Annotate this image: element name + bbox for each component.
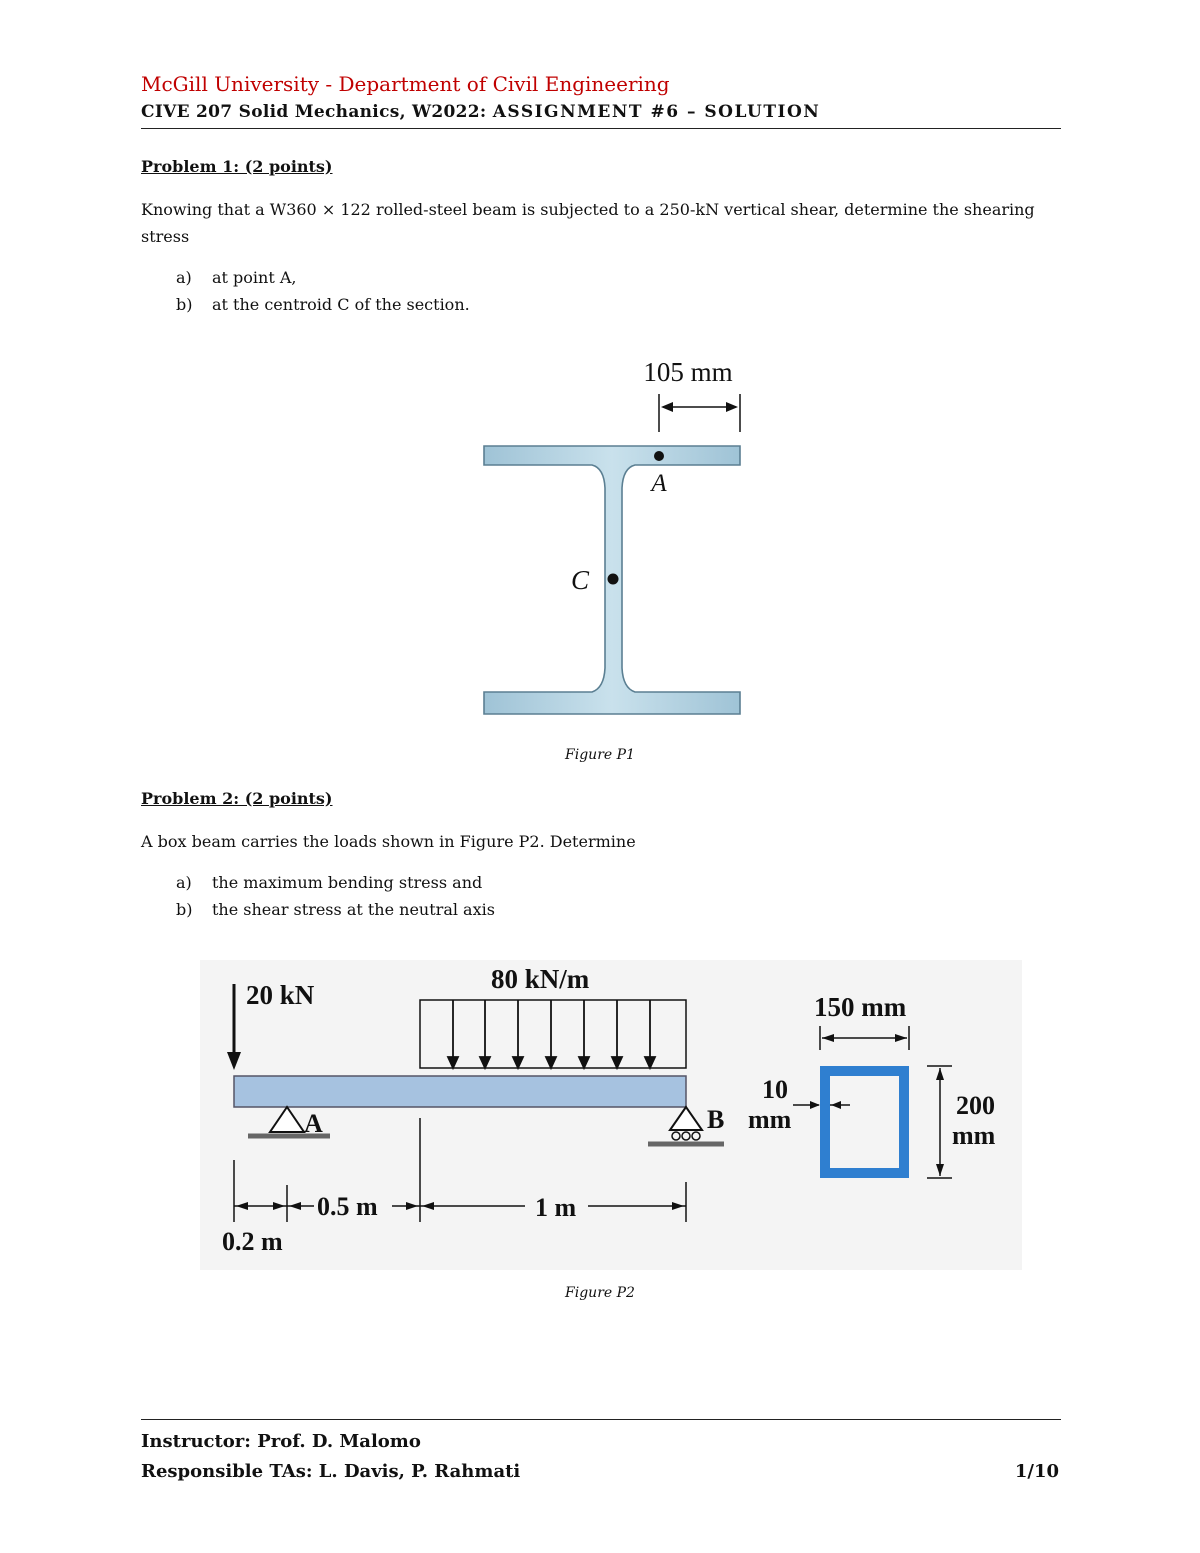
- dim-105-label: 105 mm: [643, 357, 733, 387]
- footer-instructor: Instructor: Prof. D. Malomo: [141, 1431, 421, 1452]
- item-label: b): [176, 295, 193, 314]
- arrow-left: [661, 402, 673, 412]
- problem-2-text: A box beam carries the loads shown in Figure P2. Determine: [141, 832, 636, 851]
- course-header: [141, 102, 820, 122]
- footer-divider: [141, 1419, 1061, 1420]
- problem-1-item-a: [176, 268, 297, 287]
- point-c-dot: [608, 574, 619, 585]
- figure-p2-caption: Figure P2: [565, 1285, 635, 1301]
- item-label: a): [176, 873, 192, 892]
- thickness-unit: mm: [748, 1105, 792, 1134]
- width-label: 150 mm: [814, 992, 907, 1022]
- point-a-dot: [654, 451, 664, 461]
- problem-1-item-b: [176, 295, 470, 314]
- header-divider: [141, 128, 1061, 129]
- arrow-right: [726, 402, 738, 412]
- item-label: b): [176, 900, 193, 919]
- point-load-label: 20 kN: [246, 980, 315, 1010]
- dim-0-2-label: 0.2 m: [222, 1227, 283, 1256]
- problem-2-item-b: [176, 900, 495, 919]
- thickness-value: 10: [762, 1075, 788, 1104]
- point-a-label: A: [651, 470, 667, 497]
- item-text: the shear stress at the neutral axis: [212, 900, 495, 919]
- page-number: 1/10: [1014, 1461, 1059, 1482]
- figure-p1-caption: Figure P1: [565, 747, 635, 763]
- item-label: a): [176, 268, 192, 287]
- problem-2-item-a: [176, 873, 482, 892]
- item-text: the maximum bending stress and: [212, 873, 483, 892]
- dim-0-5-label: 0.5 m: [317, 1192, 378, 1221]
- footer-tas: Responsible TAs: L. Davis, P. Rahmati: [141, 1461, 521, 1482]
- problem-2-title: Problem 2: (2 points): [141, 789, 333, 808]
- height-value: 200: [956, 1091, 995, 1120]
- problem-1-text: Knowing that a W360 × 122 rolled-steel beam is subjected to a 250-kN vertical shear, determine the shearing stress: [141, 200, 1035, 246]
- item-text: at the centroid C of the section.: [212, 295, 470, 314]
- support-b-label: B: [707, 1105, 725, 1134]
- dim-1-label: 1 m: [535, 1193, 577, 1222]
- figure-p1-ibeam: [470, 350, 760, 730]
- beam-body: [234, 1076, 686, 1107]
- item-text: at point A,: [212, 268, 297, 287]
- university-header: McGill University - Department of Civil Engineering: [141, 72, 670, 96]
- height-unit: mm: [952, 1121, 996, 1150]
- course-title: CIVE 207 Solid Mechanics, W2022:: [141, 102, 487, 122]
- box-section-inner: [830, 1076, 899, 1168]
- distributed-load-label: 80 kN/m: [491, 964, 590, 994]
- point-c-label: C: [570, 565, 590, 595]
- assignment-title: ASSIGNMENT #6 – SOLUTION: [492, 102, 821, 122]
- problem-1-title: Problem 1: (2 points): [141, 157, 333, 176]
- support-a-label: A: [304, 1109, 323, 1138]
- figure-p2-box-beam: [200, 960, 1022, 1270]
